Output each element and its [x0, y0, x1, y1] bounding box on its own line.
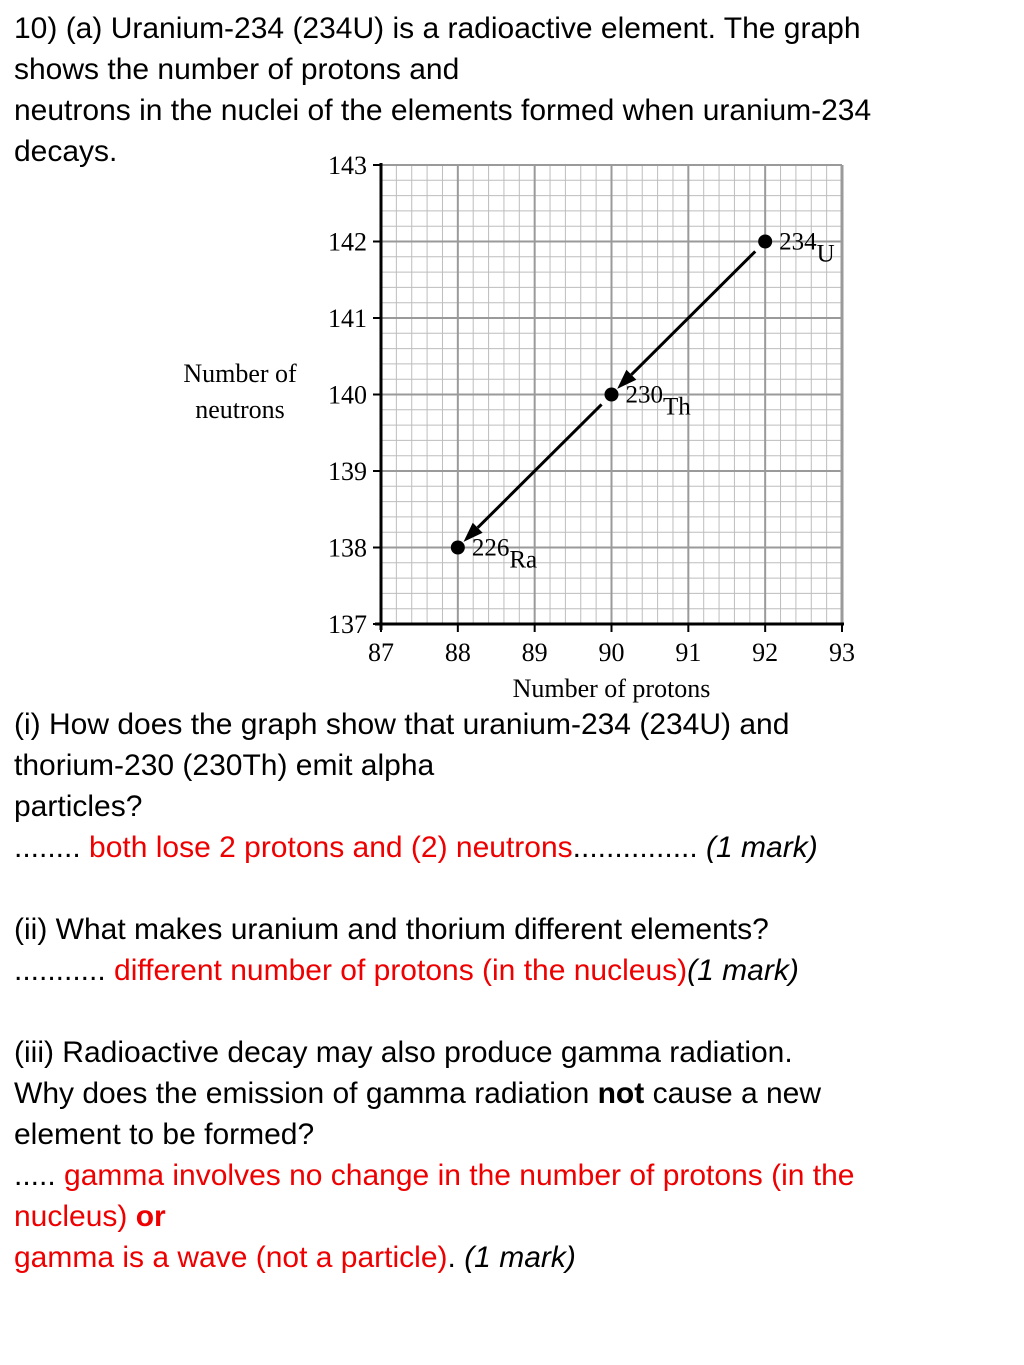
- part-i-question-line-1: (i) How does the graph show that uranium-234 (234U) and: [14, 708, 790, 741]
- decay-arrow-shaft: [478, 404, 602, 527]
- question-text: Why does the emission of gamma radiation: [14, 1077, 598, 1110]
- decay-chart: [0, 140, 900, 710]
- y-tick-label: 138: [328, 533, 367, 563]
- dots: ...............: [572, 831, 707, 864]
- mark-label: (1 mark): [706, 831, 818, 864]
- x-tick-label: 89: [521, 638, 548, 667]
- nuclide-point: [451, 541, 465, 555]
- part-iii-answer-3: gamma is a wave (not a particle): [14, 1241, 448, 1274]
- mark-label: (1 mark): [464, 1241, 576, 1274]
- nuclide-symbol-label: Th: [663, 393, 691, 421]
- part-ii-answer: different number of protons (in the nucleus): [114, 954, 688, 987]
- y-tick-label: 139: [328, 457, 367, 486]
- y-tick-label: 141: [328, 304, 367, 333]
- mark-label: (1 mark): [687, 954, 799, 987]
- y-axis-title-line-2: neutrons: [195, 395, 285, 424]
- intro-line-1: 10) (a) Uranium-234 (234U) is a radioactive element. The graph: [14, 12, 861, 45]
- period: .: [447, 1241, 465, 1274]
- part-i-answer: both lose 2 protons and (2) neutrons: [89, 831, 573, 864]
- x-tick-label: 88: [444, 638, 471, 667]
- dots: .....: [14, 1159, 65, 1192]
- nuclide-mass-label: 234: [779, 228, 817, 256]
- x-tick-label: 93: [829, 638, 855, 667]
- emphasis-not: not: [597, 1077, 645, 1110]
- x-tick-label: 92: [752, 638, 779, 667]
- x-tick-label: 90: [598, 638, 625, 667]
- nuclide-mass-label: 230: [625, 381, 663, 409]
- intro-line-4: decays.: [14, 135, 118, 168]
- part-iii-answer-1: gamma involves no change in the number of protons (in the: [64, 1159, 855, 1192]
- x-axis-title: Number of protons: [512, 674, 711, 703]
- part-iii-question-line-3: element to be formed?: [14, 1118, 315, 1151]
- part-i-question-line-3: particles?: [14, 790, 143, 823]
- nuclide-point: [605, 388, 619, 402]
- question-text: cause a new: [644, 1077, 822, 1110]
- part-iii-answer-line-2: [14, 1196, 166, 1237]
- answer-or: or: [135, 1200, 166, 1233]
- nuclide-symbol-label: U: [816, 240, 835, 268]
- part-ii-answer-line: [14, 950, 799, 991]
- intro-line-2: shows the number of protons and: [14, 53, 460, 86]
- dots: ........: [14, 831, 90, 864]
- part-ii-question: (ii) What makes uranium and thorium different elements?: [14, 913, 769, 946]
- y-axis-title-line-1: Number of: [183, 359, 297, 388]
- y-tick-label: 137: [328, 610, 367, 639]
- nuclide-point: [758, 235, 772, 249]
- y-tick-label: 143: [328, 151, 367, 180]
- decay-arrow-shaft: [631, 251, 755, 374]
- y-tick-label: 140: [328, 380, 367, 410]
- part-iii-question-line-1: (iii) Radioactive decay may also produce gamma radiation.: [14, 1036, 793, 1069]
- axis-ticks: [328, 151, 855, 667]
- part-iii-question-line-2: [14, 1073, 821, 1114]
- x-tick-label: 87: [368, 638, 394, 667]
- part-iii-answer-line-3: [14, 1237, 576, 1278]
- part-iii-answer-2: nucleus): [14, 1200, 136, 1233]
- x-tick-label: 91: [675, 638, 702, 667]
- nuclide-mass-label: 226: [471, 534, 510, 562]
- part-iii-answer-line-1: [14, 1155, 854, 1196]
- nuclide-points: [451, 229, 835, 574]
- intro-line-3: neutrons in the nuclei of the elements formed when uranium-234: [14, 94, 872, 127]
- y-tick-label: 142: [328, 227, 367, 257]
- nuclide-symbol-label: Ra: [509, 546, 538, 574]
- dots: ...........: [14, 954, 115, 987]
- part-i-question-line-2: thorium-230 (230Th) emit alpha: [14, 749, 435, 782]
- part-i-answer-line: [14, 827, 818, 868]
